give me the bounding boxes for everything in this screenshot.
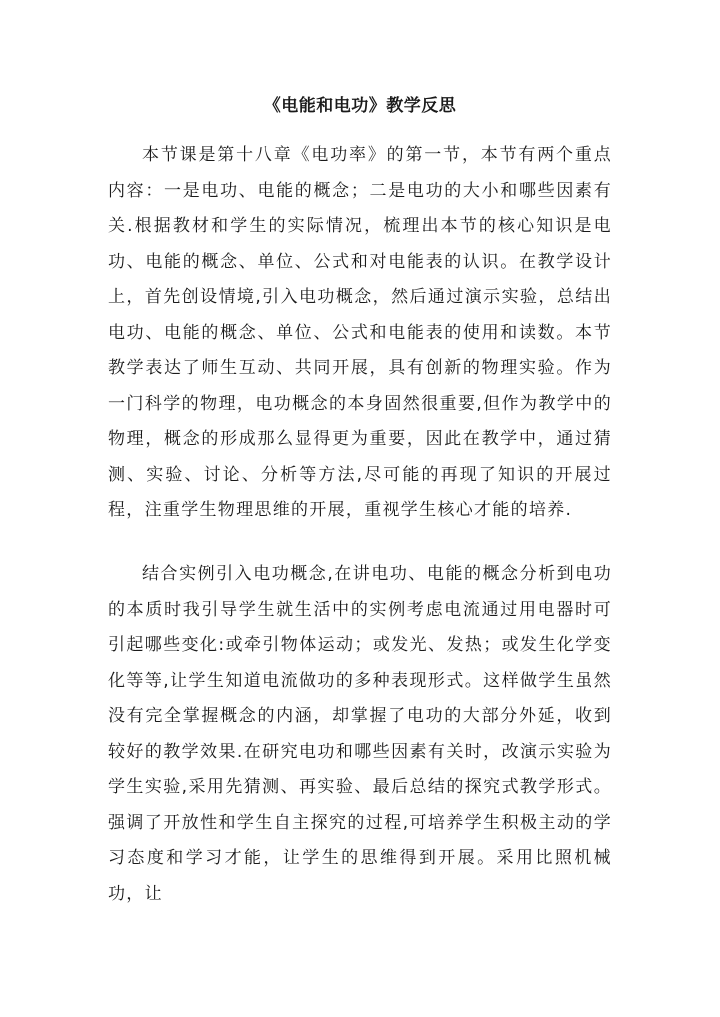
paragraph-1: 本节课是第十八章《电功率》的第一节，本节有两个重点内容：一是电功、电能的概念；二是电功的大小和哪些因素有关.根据教材和学生的实际情况，梳理出本节的核心知识是电功、电能的概念、单位、公式和对电能表的认识。在教学设计上，首先创设情境,引入电功概念，然后通过演示实验，总结出电功、电能的概念、单位、公式和电能表的使用和读数。本节教学表达了师生互动、共同开展，具有创新的物理实验。作为一门科学的物理，电功概念的本身固然很重要,但作为教学中的物理，概念的形成那么显得更为重要，因此在教学中，通过猜测、实验、讨论、分析等方法,尽可能的再现了知识的开展过程，注重学生物理思维的开展，重视学生核心才能的培养. xyxy=(108,145,612,520)
paragraph-2: 结合实例引入电功概念,在讲电功、电能的概念分析到电功的本质时我引导学生就生活中的实例考虑电流通过用电器时可引起哪些变化:或牵引物体运动；或发光、发热；或发生化学变化等等,让学生知道电流做功的多种表现形式。这样做学生虽然没有完全掌握概念的内涵，却掌握了电功的大部分外延，收到较好的教学效果.在研究电功和哪些因素有关时，改演示实验为学生实验,采用先猜测、再实验、最后总结的探究式教学形式。强调了开放性和学生自主探究的过程,可培养学生积极主动的学习态度和学习才能，让学生的思维得到开展。采用比照机械功，让 xyxy=(108,564,612,904)
document-title: 《电能和电功》教学反思 xyxy=(263,96,457,116)
